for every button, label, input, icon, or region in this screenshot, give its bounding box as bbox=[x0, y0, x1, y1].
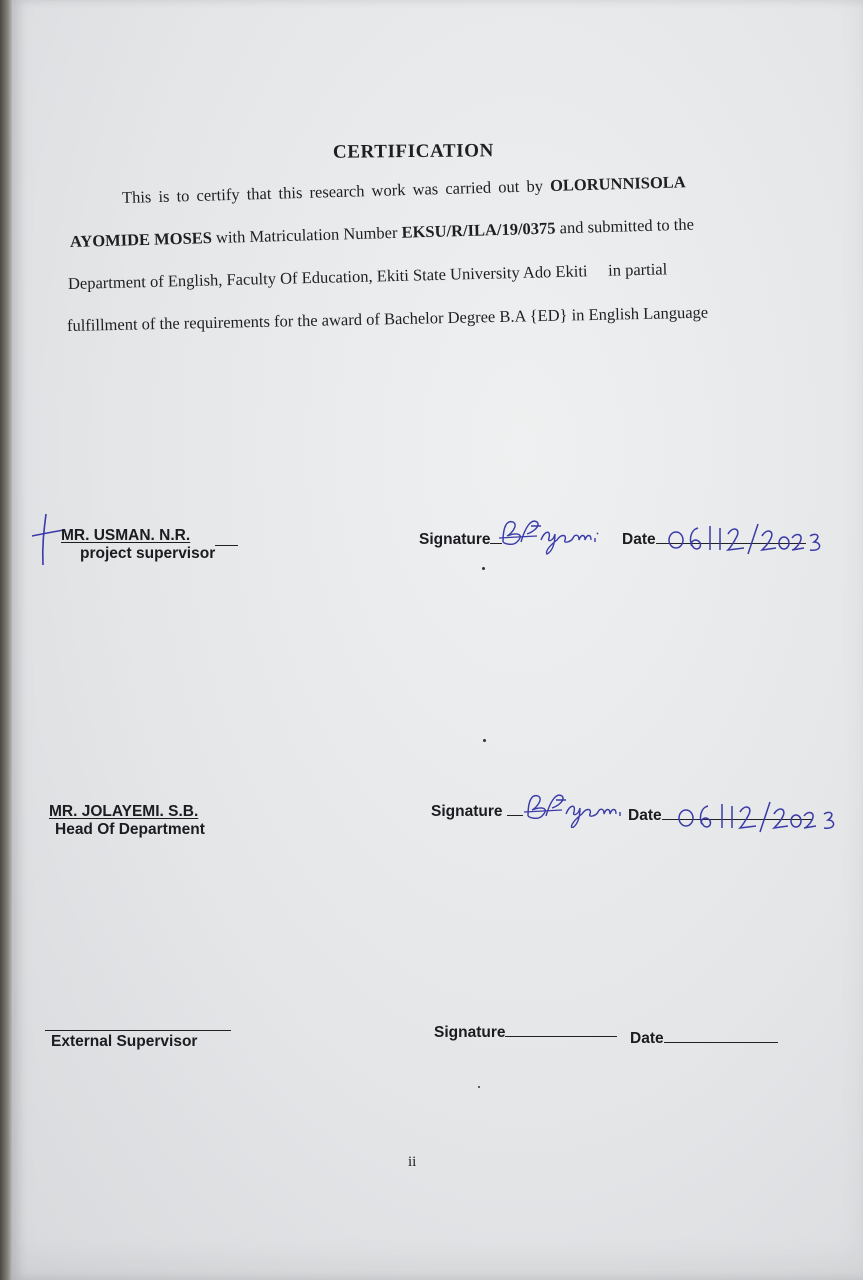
hod-date-label: Date bbox=[628, 807, 662, 824]
supervisor-role: project supervisor bbox=[80, 545, 216, 562]
supervisor-name-extra-rule bbox=[215, 545, 238, 546]
hod-name: MR. JOLAYEMI. S.B. bbox=[49, 803, 199, 820]
hod-role: Head Of Department bbox=[55, 821, 205, 838]
hod-signature-field bbox=[431, 803, 523, 821]
body-line-3: Department of English, Faculty Of Education, Ekiti State University Ado Ekiti in partial bbox=[67, 259, 668, 293]
external-date-rule bbox=[664, 1042, 778, 1043]
matric-number: EKSU/R/ILA/19/0375 bbox=[401, 218, 556, 242]
student-first-name: OLORUNNISOLA bbox=[549, 172, 686, 196]
external-supervisor-rule bbox=[45, 1030, 231, 1031]
supervisor-signature-label: Signature bbox=[419, 531, 491, 548]
external-date-field bbox=[630, 1030, 778, 1048]
supervisor-name: MR. USMAN. N.R. bbox=[61, 527, 191, 544]
supervisor-signature-field bbox=[419, 531, 502, 549]
external-date-label: Date bbox=[630, 1030, 664, 1047]
ink-dot bbox=[483, 739, 486, 742]
body-line-2-text-a: with Matriculation Number bbox=[211, 222, 402, 248]
external-signature-rule bbox=[505, 1036, 617, 1037]
external-supervisor-role: External Supervisor bbox=[51, 1033, 198, 1050]
supervisor-block bbox=[61, 527, 215, 563]
external-signature-field bbox=[434, 1024, 617, 1042]
external-signature-label: Signature bbox=[434, 1024, 506, 1041]
ink-dot bbox=[478, 1086, 480, 1088]
supervisor-date-label: Date bbox=[622, 531, 656, 548]
supervisor-signature-image bbox=[497, 512, 617, 556]
body-line-4: fulfillment of the requirements for the award of Bachelor Degree B.A {ED} in English Language bbox=[66, 302, 709, 335]
hod-block bbox=[49, 803, 205, 839]
external-supervisor-block bbox=[45, 1030, 231, 1051]
hod-signature-label: Signature bbox=[431, 803, 503, 820]
hod-signature-rule bbox=[507, 815, 523, 816]
body-line-2-text-b: and submitted to the bbox=[555, 214, 695, 238]
student-other-names: AYOMIDE MOSES bbox=[69, 228, 213, 251]
hod-signature-image bbox=[522, 786, 632, 828]
hod-handwritten-date bbox=[674, 798, 844, 834]
supervisor-handwritten-date bbox=[664, 520, 829, 556]
body-line-1-text: This is to certify that this research work was carried out by bbox=[121, 176, 551, 207]
page-number: ii bbox=[408, 1154, 417, 1170]
ink-dot bbox=[482, 567, 485, 570]
page-title: CERTIFICATION bbox=[332, 140, 495, 163]
